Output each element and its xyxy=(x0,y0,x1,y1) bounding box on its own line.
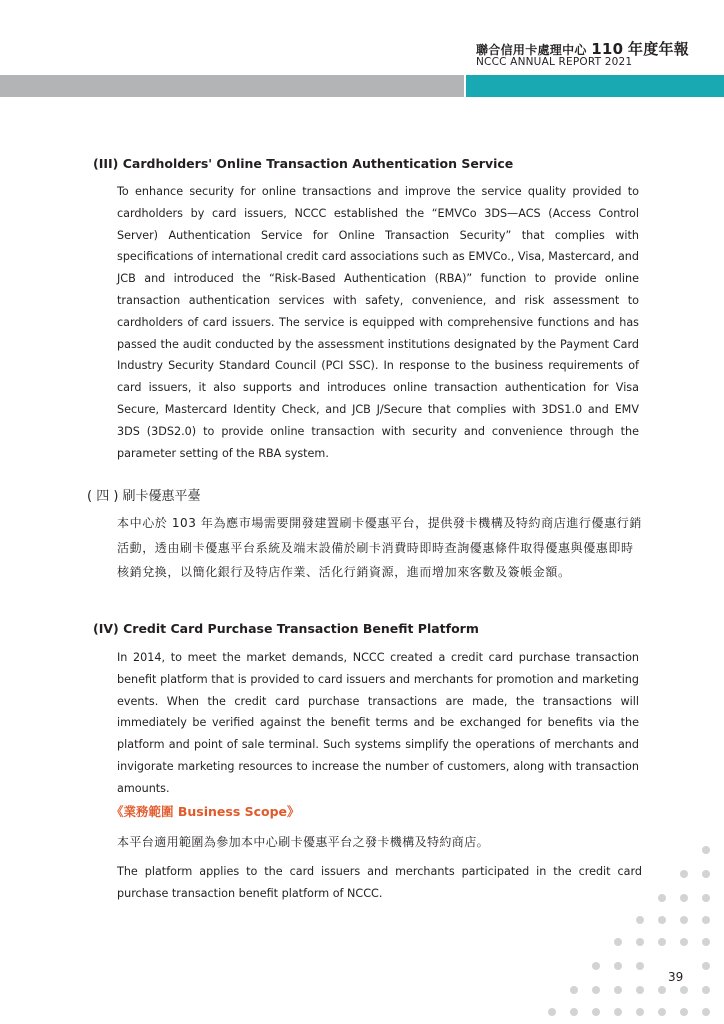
report-year: 110 xyxy=(591,40,624,58)
business-scope-heading: 《業務範圍 Business Scope》 xyxy=(111,804,300,819)
decorative-dot xyxy=(658,894,666,902)
header-bar-teal xyxy=(466,75,724,97)
decorative-dot xyxy=(680,916,688,924)
business-scope-body-zh: 本平台適用範圍為參加本中心刷卡優惠平台之發卡機構及特約商店。 xyxy=(117,835,490,849)
decorative-dot xyxy=(570,1008,578,1016)
decorative-dot xyxy=(548,1008,556,1016)
section-4-body-zh: 本中心於 103 年為應市場需要開發建置刷卡優惠平台，提供發卡機構及特約商店進行優惠行銷活動，透由刷卡優惠平台系統及端末設備於刷卡消費時即時查詢優惠條件取得優惠與優惠即時核銷兌換，以簡化銀行及特店作業、活化行銷資源，進而增加來客數及簽帳金額。 xyxy=(117,516,642,579)
decorative-dot xyxy=(658,1008,666,1016)
decorative-dot xyxy=(570,986,578,994)
decorative-dot xyxy=(614,962,622,970)
decorative-dot xyxy=(680,870,688,878)
decorative-dot xyxy=(636,986,644,994)
decorative-dot xyxy=(658,986,666,994)
decorative-dot xyxy=(680,986,688,994)
decorative-dot xyxy=(614,986,622,994)
report-title-suffix: 年度年報 xyxy=(627,40,690,58)
decorative-dot xyxy=(658,938,666,946)
decorative-dot xyxy=(702,870,710,878)
decorative-dot xyxy=(636,1008,644,1016)
decorative-dot xyxy=(636,916,644,924)
section-3-body: To enhance security for online transactions and improve the service quality provided to cardholders by card issuers, NCCC established the “EMVCo 3DS—ACS (Access Control Server) Authentication Service for Online Transaction Security” that complies with specifications of international credit card associations such as EMVCo., Visa, Mastercard, and JCB and introduced the “Risk-Based Authentication (RBA)” function to provide online transaction authentication services with safety, convenience, and risk assessment to cardholders of card issuers. The service is equipped with comprehensive functions and has passed the audit conducted by the assessment institutions designated by the Payment Card Industry Security Standard Council (PCI SSC). In response to the business requirements of card issuers, it also supports and introduces online transaction authentication for Visa Secure, Mastercard Identity Check, and JCB J/Secure that complies with 3DS1.0 and EMV 3DS (3DS2.0) to provide online transaction with security and convenience through the parameter setting of the RBA system. xyxy=(117,185,639,460)
report-subtitle: NCCC ANNUAL REPORT 2021 xyxy=(476,56,633,68)
header-bar-gray xyxy=(0,75,464,97)
decorative-dot xyxy=(702,1008,710,1016)
decorative-dot xyxy=(658,916,666,924)
section-4-body: In 2014, to meet the market demands, NCCC created a credit card purchase transaction benefit platform that is provided to card issuers and merchants for promotion and marketing events. When the credit card purchase transactions are made, the transactions will immediately be verified against the benefit terms and be exchanged for benefits via the platform and point of sale terminal. Such systems simplify the operations of merchants and invigorate marketing resources to increase the number of customers, along with transaction amounts. xyxy=(117,651,639,795)
section-4-title: (IV) Credit Card Purchase Transaction Benefit Platform xyxy=(93,621,479,636)
decorative-dot xyxy=(702,938,710,946)
decorative-dot xyxy=(702,894,710,902)
decorative-dot xyxy=(636,938,644,946)
decorative-dot xyxy=(592,962,600,970)
decorative-dot xyxy=(636,962,644,970)
decorative-dot xyxy=(680,938,688,946)
decorative-dot xyxy=(614,938,622,946)
section-3-title: (III) Cardholders' Online Transaction Authentication Service xyxy=(93,156,514,171)
decorative-dot xyxy=(702,986,710,994)
decorative-dot xyxy=(680,894,688,902)
decorative-dot xyxy=(702,962,710,970)
decorative-dot xyxy=(592,986,600,994)
business-scope-body-en: The platform applies to the card issuers and merchants participated in the credit card purchase transaction benefit platform of NCCC. xyxy=(117,865,642,900)
decorative-dot xyxy=(614,1008,622,1016)
decorative-dot xyxy=(702,846,710,854)
decorative-dot xyxy=(680,1008,688,1016)
report-title-zh: 聯合信用卡處理中心 xyxy=(476,43,587,57)
section-4-title-zh: ( 四 ) 刷卡優惠平臺 xyxy=(87,489,201,504)
decorative-dot xyxy=(592,1008,600,1016)
page-number: 39 xyxy=(668,970,684,984)
decorative-dot xyxy=(702,916,710,924)
